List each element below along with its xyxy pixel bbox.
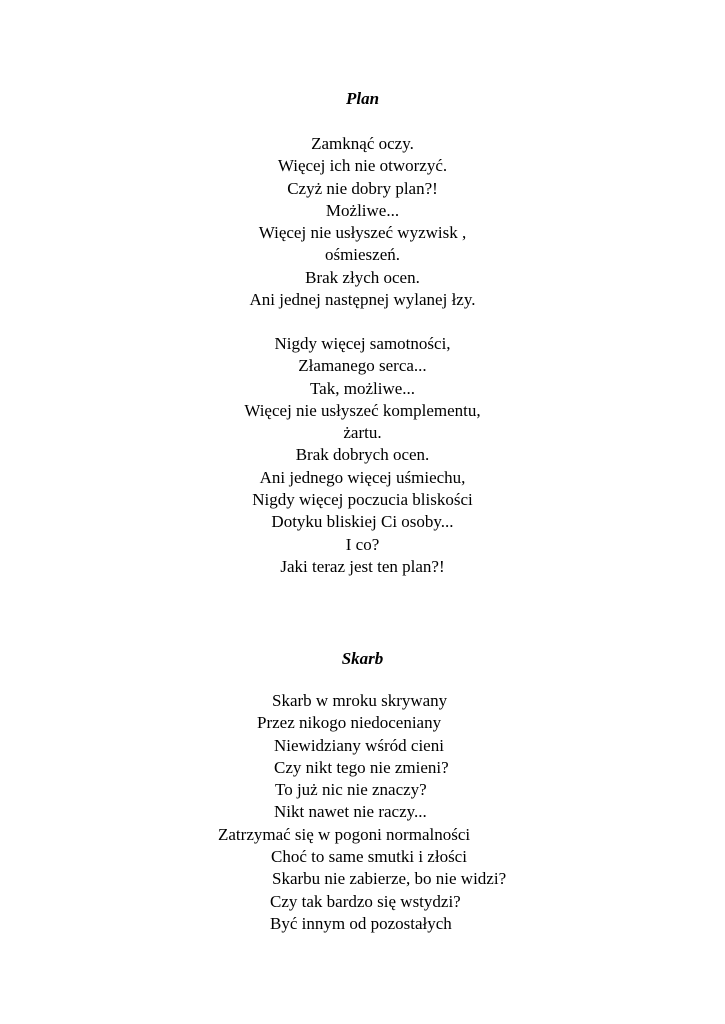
poem-line: Brak złych ocen.: [305, 267, 420, 287]
poem-line: Więcej ich nie otworzyć.: [277, 156, 448, 176]
poem-line: Skarbu nie zabierze, bo nie widzi?: [272, 869, 507, 889]
poem-line: ośmieszeń.: [324, 245, 401, 265]
poem-line: Skarb w mroku skrywany: [272, 691, 448, 710]
poem-line: Brak dobrych ocen.: [295, 445, 430, 465]
poem-line: Więcej nie usłyszeć komplementu,: [244, 400, 481, 420]
poem-plan-stanza-2: [0, 333, 725, 578]
poem-line: Możliwe...: [325, 200, 400, 220]
poem-line: żartu.: [343, 423, 382, 443]
poem-line: Tak, możliwe...: [309, 378, 416, 398]
poem-line: Ani jednej następnej wylanej łzy.: [249, 290, 476, 310]
poem-line: Być innym od pozostałych: [270, 913, 452, 933]
poem-line: Złamanego serca...: [298, 356, 427, 376]
poem-line: Nigdy więcej poczucia bliskości: [252, 490, 473, 510]
poem-line: Ani jednego więcej uśmiechu,: [259, 467, 466, 487]
poem-title-skarb: Skarb: [341, 649, 384, 668]
poem-line: Jaki teraz jest ten plan?!: [280, 556, 445, 576]
poem-line: Zamknąć oczy.: [311, 134, 414, 153]
poem-line: Choć to same smutki i złości: [271, 847, 467, 867]
poem-line: I co?: [345, 534, 380, 554]
poem-line: Nigdy więcej samotności,: [274, 334, 451, 353]
poem-line: To już nic nie znaczy?: [275, 780, 427, 800]
poem-plan-stanza-1: [0, 133, 725, 311]
poem-line: Czy tak bardzo się wstydzi?: [270, 891, 461, 911]
poem-line: Zatrzymać się w pogoni normalności: [218, 824, 471, 844]
poem-skarb-body: [0, 690, 725, 935]
poem-title-plan: Plan: [345, 89, 380, 108]
poem-line: Czyż nie dobry plan?!: [287, 178, 438, 198]
poem-line: Nikt nawet nie raczy...: [274, 802, 427, 822]
poem-line: Przez nikogo niedoceniany: [257, 713, 442, 733]
poem-line: Dotyku bliskiej Ci osoby...: [271, 512, 454, 532]
poem-line: Niewidziany wśród cieni: [274, 735, 444, 755]
poem-line: Czy nikt tego nie zmieni?: [274, 757, 449, 777]
poem-line: Więcej nie usłyszeć wyzwisk ,: [258, 223, 467, 243]
